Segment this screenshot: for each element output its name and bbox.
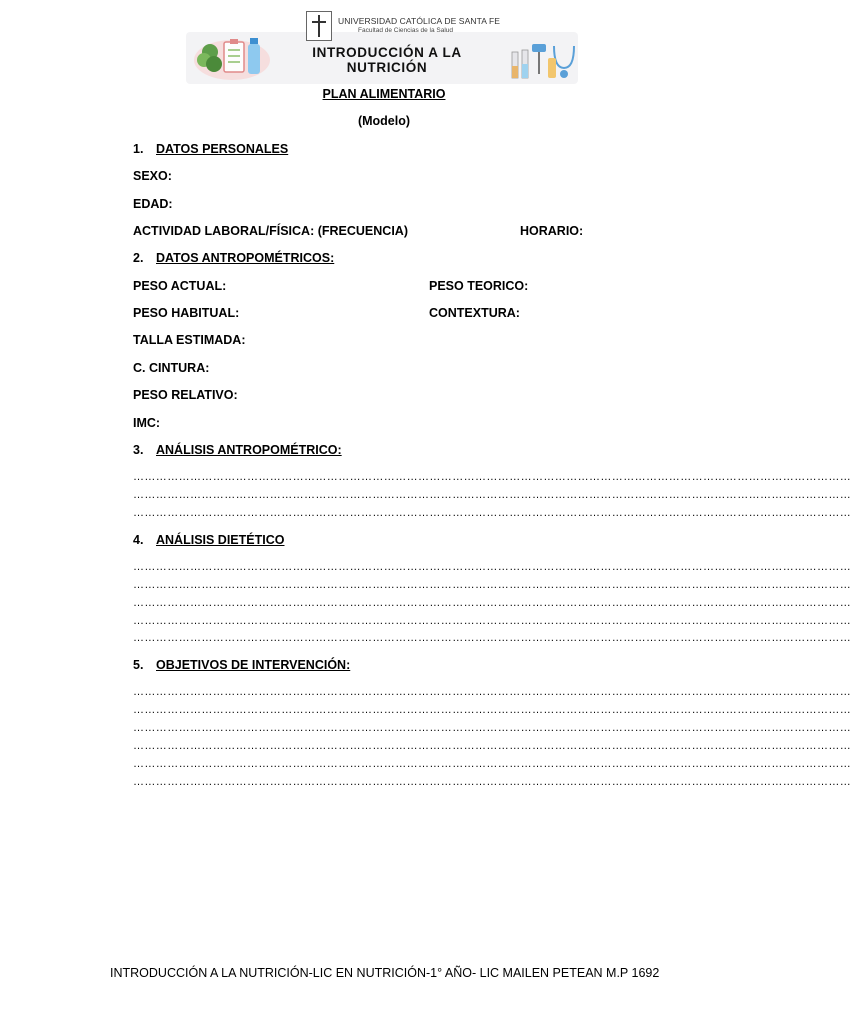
dotted-answer-line: ……………………………………………………………………………………………………………………………………………………………………… [133, 758, 851, 770]
field-label-actividad: ACTIVIDAD LABORAL/FÍSICA: (FRECUENCIA) [133, 224, 408, 238]
section-number: 4. [133, 533, 144, 547]
university-seal-icon [306, 11, 332, 41]
section-title: DATOS ANTROPOMÉTRICOS: [156, 251, 335, 265]
document-subtitle: (Modelo) [357, 114, 411, 128]
section-title: ANÁLISIS DIETÉTICO [156, 533, 285, 547]
section-heading-datos-antropometricos [133, 251, 334, 265]
dotted-answer-line: ……………………………………………………………………………………………………………………………………………………………………… [133, 686, 851, 698]
dotted-answer-line: ……………………………………………………………………………………………………………………………………………………………………… [133, 579, 851, 591]
page-footer: INTRODUCCIÓN A LA NUTRICIÓN-LIC EN NUTRICIÓN-1° AÑO- LIC MAILEN PETEAN M.P 1692 [110, 966, 660, 980]
dotted-answer-line: ……………………………………………………………………………………………………………………………………………………………………… [133, 704, 851, 716]
dotted-answer-line: ……………………………………………………………………………………………………………………………………………………………………… [133, 776, 851, 788]
field-label-contextura: CONTEXTURA: [429, 306, 520, 320]
dotted-answer-line: ……………………………………………………………………………………………………………………………………………………………………… [133, 507, 851, 519]
section-heading-datos-personales [133, 142, 288, 156]
field-label-horario: HORARIO: [520, 224, 584, 238]
dotted-answer-line: ……………………………………………………………………………………………………………………………………………………………………… [133, 471, 851, 483]
dotted-answer-line: ……………………………………………………………………………………………………………………………………………………………………… [133, 489, 851, 501]
field-label-edad: EDAD: [133, 197, 173, 211]
document-title: PLAN ALIMENTARIO [322, 87, 446, 101]
section-title: ANÁLISIS ANTROPOMÉTRICO: [156, 443, 342, 457]
medical-lab-equipment-icon [508, 38, 578, 84]
section-number: 1. [133, 142, 144, 156]
section-heading-analisis-dietetico [133, 533, 284, 547]
course-title: INTRODUCCIÓN A LA NUTRICIÓN [312, 45, 462, 75]
field-label-imc: IMC: [133, 416, 161, 430]
field-label-peso-habitual: PESO HABITUAL: [133, 306, 240, 320]
section-heading-objetivos [133, 658, 350, 672]
dotted-answer-line: ……………………………………………………………………………………………………………………………………………………………………… [133, 632, 851, 644]
field-label-peso-actual: PESO ACTUAL: [133, 279, 227, 293]
section-number: 3. [133, 443, 144, 457]
field-label-sexo: SEXO: [133, 169, 172, 183]
field-label-cintura: C. CINTURA: [133, 361, 210, 375]
faculty-name: Facultad de Ciencias de la Salud [358, 27, 454, 34]
section-title: OBJETIVOS DE INTERVENCIÓN: [156, 658, 351, 672]
vegetables-and-clipboard-icon [192, 30, 272, 82]
field-label-peso-teorico: PESO TEORICO: [429, 279, 529, 293]
dotted-answer-line: ……………………………………………………………………………………………………………………………………………………………………… [133, 597, 851, 609]
section-title: DATOS PERSONALES [156, 142, 289, 156]
dotted-answer-line: ……………………………………………………………………………………………………………………………………………………………………… [133, 561, 851, 573]
dotted-answer-line: ……………………………………………………………………………………………………………………………………………………………………… [133, 722, 851, 734]
field-label-talla: TALLA ESTIMADA: [133, 333, 246, 347]
section-number: 5. [133, 658, 144, 672]
field-label-peso-relativo: PESO RELATIVO: [133, 388, 238, 402]
section-number: 2. [133, 251, 144, 265]
course-banner [186, 8, 578, 84]
section-heading-analisis-antropometrico [133, 443, 342, 457]
university-name: UNIVERSIDAD CATÓLICA DE SANTA FE [338, 16, 501, 26]
dotted-answer-line: ……………………………………………………………………………………………………………………………………………………………………… [133, 615, 851, 627]
dotted-answer-line: ……………………………………………………………………………………………………………………………………………………………………… [133, 740, 851, 752]
